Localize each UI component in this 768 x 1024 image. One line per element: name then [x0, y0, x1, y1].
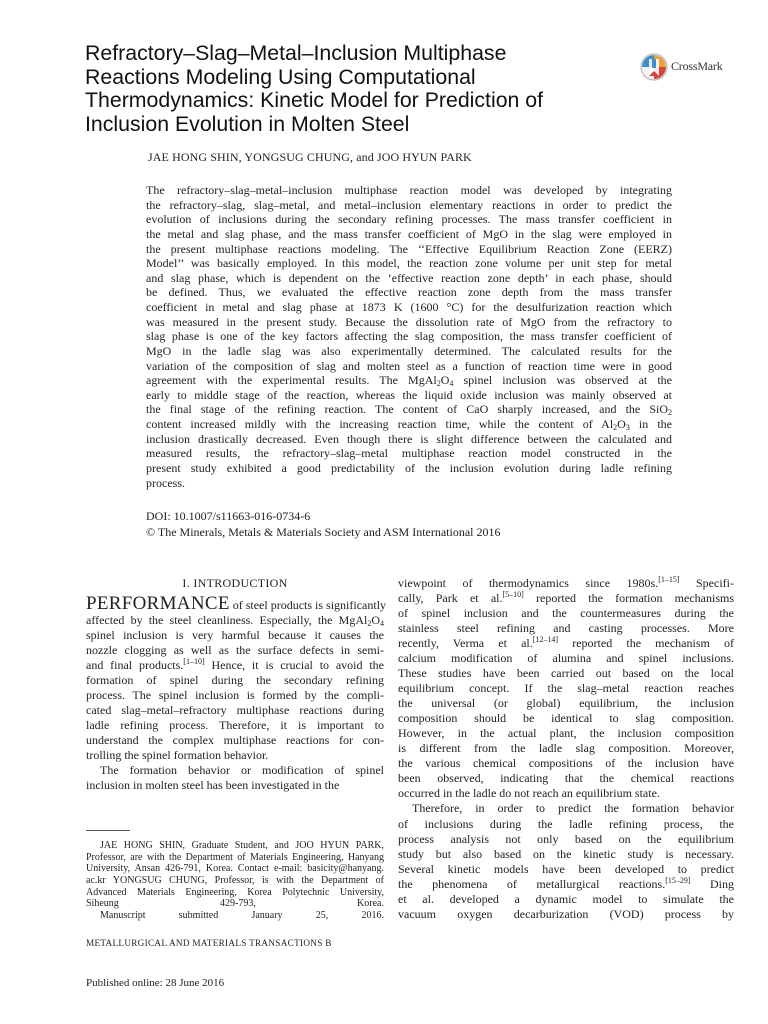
body-line: spinel inclusion is very harmful because it causes the [86, 628, 384, 643]
body-line: et al. developed a dynamic model to simulate the [398, 891, 734, 906]
body-line: formation of spinel during the secondary refining [86, 673, 384, 688]
footnote-divider [86, 830, 130, 831]
authors: JAE HONG SHIN, YONGSUG CHUNG, and JOO HYUN PARK [148, 150, 472, 164]
body-line: of spinel inclusion and the countermeasures during the [398, 606, 734, 621]
footnote [86, 840, 384, 922]
footnote-line: Siheung 429-793, Korea. [86, 898, 384, 910]
body-line: trolling the spinel formation behavior. [86, 748, 269, 763]
body-line: the phenomena of metallurgical reactions.[15–29] Ding [398, 875, 735, 891]
abstract-line: slag phase is one of the key factors affecting the slag composition, the mass transfer coefficient of [146, 329, 672, 344]
footnote-line: Advanced Materials Engineering, Korea Polytechnic University, [86, 886, 384, 898]
abstract [146, 183, 672, 490]
abstract-line: the refractory–slag, slag–metal, and metal–inclusion elementary reactions in order to predict the [146, 197, 672, 212]
body-line: calcium modification of alumina and spinel inclusions. [398, 651, 734, 666]
body-line: the various chemical compositions of the inclusion have [398, 756, 734, 771]
body-line: vacuum oxygen decarburization (VOD) process by [398, 906, 734, 921]
body-line: composition should be identical to slag composition. [398, 711, 734, 726]
body-line: inclusion in molten steel has been investigated in the [86, 778, 340, 793]
abstract-line: early to middle stage of the reaction, whereas the liquid oxide inclusion was mainly observed at [146, 387, 672, 402]
body-line: of inclusions during the ladle refining process, the [398, 816, 734, 831]
left-column [86, 576, 387, 793]
body-line: nozzle clogging as well as the surface defects in semi- [86, 643, 384, 658]
body-line: stainless steel refining and casting processes. More [398, 621, 734, 636]
section-heading: I. INTRODUCTION [182, 576, 288, 590]
body-line: Several kinetic models have been developed to predict [398, 861, 734, 876]
title-line: Inclusion Evolution in Molten Steel [85, 111, 410, 136]
title-line: Refractory–Slag–Metal–Inclusion Multiphase [85, 41, 507, 65]
abstract-line: MgO in the ladle slag was also experimentally determined. The calculated results for the [146, 343, 672, 358]
body-line: the universal (or global) equilibrium, the inclusion [398, 696, 734, 711]
body-line: occurred in the ladle do not reach an equilibrium state. [398, 786, 660, 801]
right-column [398, 576, 734, 922]
body-line-rest: of steel products is significantly [229, 598, 387, 612]
crossmark-icon [640, 52, 668, 82]
body-line: is different from the ladle slag composition. Moreover, [398, 741, 734, 756]
copyright-line: © The Minerals, Metals & Materials Society and ASM International 2016 [146, 525, 501, 539]
body-line: study but also based on the kinetic study is necessary. [398, 846, 734, 861]
footnote-line: Professor, are with the Department of Materials Engineering, Hanyang [86, 851, 384, 863]
abstract-line: content increased mildly with the increasing reaction time, while the content of $Al_2O_3$ in the [146, 417, 672, 432]
body-line: process analysis not only based on the equilibrium [398, 831, 734, 846]
article-meta [146, 508, 501, 540]
abstract-line: and slag phase, which is dependent on the ‘effective reaction zone depth’ in each phase, should [146, 270, 672, 285]
title-line: Reactions Modeling Using Computational [85, 64, 476, 89]
left-column-lines [86, 613, 384, 793]
abstract-line: evolution of inclusions during the secondary refining processes. The mass transfer coefficient in [146, 212, 672, 227]
body-line: been observed, indicating that the chemical reactions [398, 771, 734, 786]
abstract-line: Model’’ was basically employed. In this model, the reaction zone volume per unit step for metal [146, 256, 672, 271]
abstract-line: measured results, the refractory–slag–metal multiphase reaction model constructed in the [146, 446, 672, 461]
doi-link[interactable]: DOI: 10.1007/s11663-016-0734-6 [146, 509, 311, 523]
published-date: Published online: 28 June 2016 [86, 977, 225, 989]
journal-name: METALLURGICAL AND MATERIALS TRANSACTIONS B [86, 938, 332, 948]
body-line: ladle refining process. Therefore, it is important to [86, 718, 384, 733]
body-line: However, in the actual plant, the inclusion composition [398, 726, 734, 741]
body-line: cated slag–metal–refractory multiphase reactions during [86, 703, 384, 718]
body-line: and final products.[1–10] Hence, it is crucial to avoid the [86, 657, 384, 673]
body-line: equilibrium concept. If the slag–metal reaction reaches [398, 681, 734, 696]
abstract-line: be defined. Thus, we evaluated the effective reaction zone depth from the mass transfer [146, 285, 672, 300]
body-line: These studies have been carried out based on the local [398, 666, 734, 681]
abstract-line: present study exhibited a good predictability of the inclusion evolution during ladle refining [146, 460, 672, 475]
body-line: understand the complex multiphase reactions for con- [86, 733, 384, 748]
abstract-line: coefficient in metal and slag phase at 1873 K (1600 °C) for the desulfurization reaction which [146, 300, 672, 314]
dropcap-word: PERFORMANCE [86, 593, 230, 614]
footnote-line: University, Ansan 426-791, Korea. Contact e-mail: basicity@hanyang. [86, 863, 384, 875]
body-line: viewpoint of thermodynamics since 1980s.[1–15] Specifi- [398, 575, 734, 590]
abstract-line: variation of the composition of slag and molten steel as a function of reaction time were in good [146, 358, 672, 373]
crossmark-badge[interactable] [638, 52, 758, 82]
abstract-line: the final stage of the refining reaction. The content of CaO sharply increased, and the SiO$_2$ [146, 402, 672, 418]
abstract-line: the metal and slag phase, and the mass transfer coefficient of MgO in the slag were employed in [146, 226, 672, 241]
abstract-line: The refractory–slag–metal–inclusion multiphase reaction model was developed by integrating [146, 183, 672, 197]
body-line: affected by the steel cleanliness. Especially, the $MgAl_2O_4$ [86, 613, 384, 629]
article-title [85, 42, 625, 136]
crossmark-label: CrossMark [671, 59, 723, 73]
abstract-line: was measured in the present study. Because the dissolution rate of MgO from the refractory to [146, 314, 672, 329]
body-line: cally, Park et al.[5–10] reported the formation mechanisms [398, 590, 734, 606]
body-line [86, 593, 387, 614]
abstract-line: process. [146, 475, 185, 490]
abstract-line: the present multiphase reactions modeling. The ‘‘Effective Equilibrium Reaction Zone (EERZ) [146, 241, 672, 256]
footnote-line: JAE HONG SHIN, Graduate Student, and JOO HYUN PARK, [100, 840, 384, 851]
body-line: process. The spinel inclusion is formed by the compli- [86, 688, 384, 703]
body-line: recently, Verma et al.[12–14] reported the mechanism of [398, 635, 734, 651]
title-line: Thermodynamics: Kinetic Model for Prediction of [85, 88, 544, 112]
footnote-line: Manuscript submitted January 25, 2016. [100, 910, 384, 922]
body-line: The formation behavior or modification of spinel [100, 763, 384, 778]
footnote-line: ac.kr YONGSUG CHUNG, Professor, is with the Department of [86, 875, 384, 887]
abstract-line: inclusion drastically decreased. Even though there is slight difference between the calculated and [146, 431, 672, 446]
body-line: Therefore, in order to predict the formation behavior [412, 801, 734, 816]
abstract-line: agreement with the experimental results. The $MgAl_2O_4$ spinel inclusion was observed at the [146, 373, 672, 389]
